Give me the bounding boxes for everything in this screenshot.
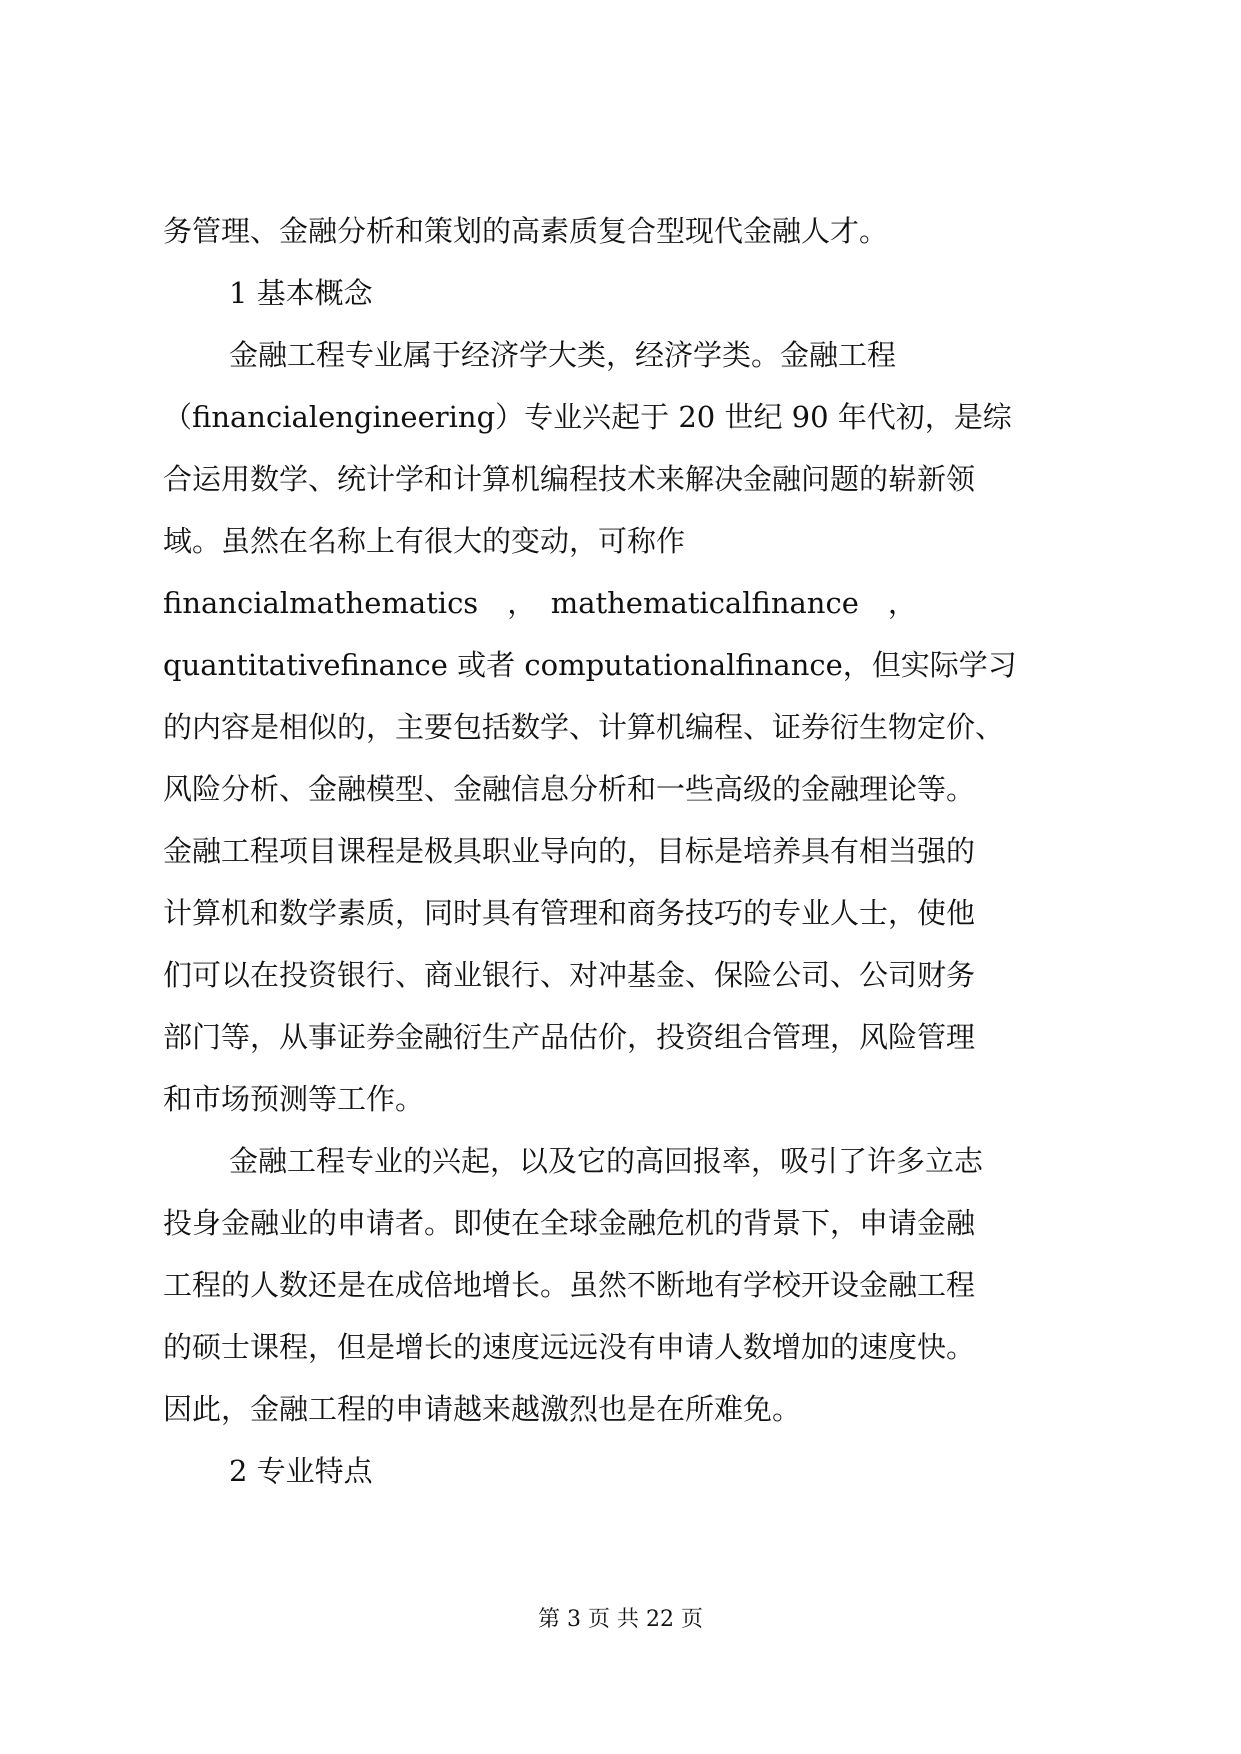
text-line: 部门等，从事证券金融衍生产品估价，投资组合管理，风险管理 (163, 1020, 976, 1054)
text-line: 务管理、金融分析和策划的高素质复合型现代金融人才。 (163, 214, 889, 248)
text-line: 金融工程专业属于经济学大类，经济学类。金融工程 (229, 338, 897, 372)
text-line: 的硕士课程，但是增长的速度远远没有申请人数增加的速度快。 (163, 1330, 976, 1364)
text-line: 金融工程项目课程是极具职业导向的，目标是培养具有相当强的 (163, 834, 976, 868)
body-text (163, 200, 1078, 1502)
text-line: 投身金融业的申请者。即使在全球金融危机的背景下，申请金融 (163, 1206, 976, 1240)
text-line: 们可以在投资银行、商业银行、对冲基金、保险公司、公司财务 (163, 958, 976, 992)
text-line: quantitativefinance 或者 computationalfinance，但实际学习 (163, 648, 1017, 682)
text-line: 和市场预测等工作。 (163, 1082, 425, 1116)
text-line: 风险分析、金融模型、金融信息分析和一些高级的金融理论等。 (163, 772, 976, 806)
text-line: 工程的人数还是在成倍地增长。虽然不断地有学校开设金融工程 (163, 1268, 976, 1302)
section-heading-basic-concepts: 1 基本概念 (229, 276, 373, 310)
text-line: 因此，金融工程的申请越来越激烈也是在所难免。 (163, 1392, 802, 1426)
text-line: 合运用数学、统计学和计算机编程技术来解决金融问题的崭新领 (163, 462, 976, 496)
text-line: （financialengineering）专业兴起于 20 世纪 90 年代初，是综 (163, 400, 1012, 434)
section-heading-features: 2 专业特点 (229, 1454, 373, 1488)
text-line: 金融工程专业的兴起，以及它的高回报率，吸引了许多立志 (229, 1144, 984, 1178)
text-line: 域。虽然在名称上有很大的变动，可称作 (163, 524, 686, 558)
text-line: 的内容是相似的，主要包括数学、计算机编程、证券衍生物定价、 (163, 710, 1005, 744)
text-line: financialmathematics ， mathematicalfinance ， (163, 586, 917, 620)
text-line: 计算机和数学素质，同时具有管理和商务技巧的专业人士，使他 (163, 896, 976, 930)
page-number-footer: 第 3 页 共 22 页 (538, 1607, 703, 1632)
